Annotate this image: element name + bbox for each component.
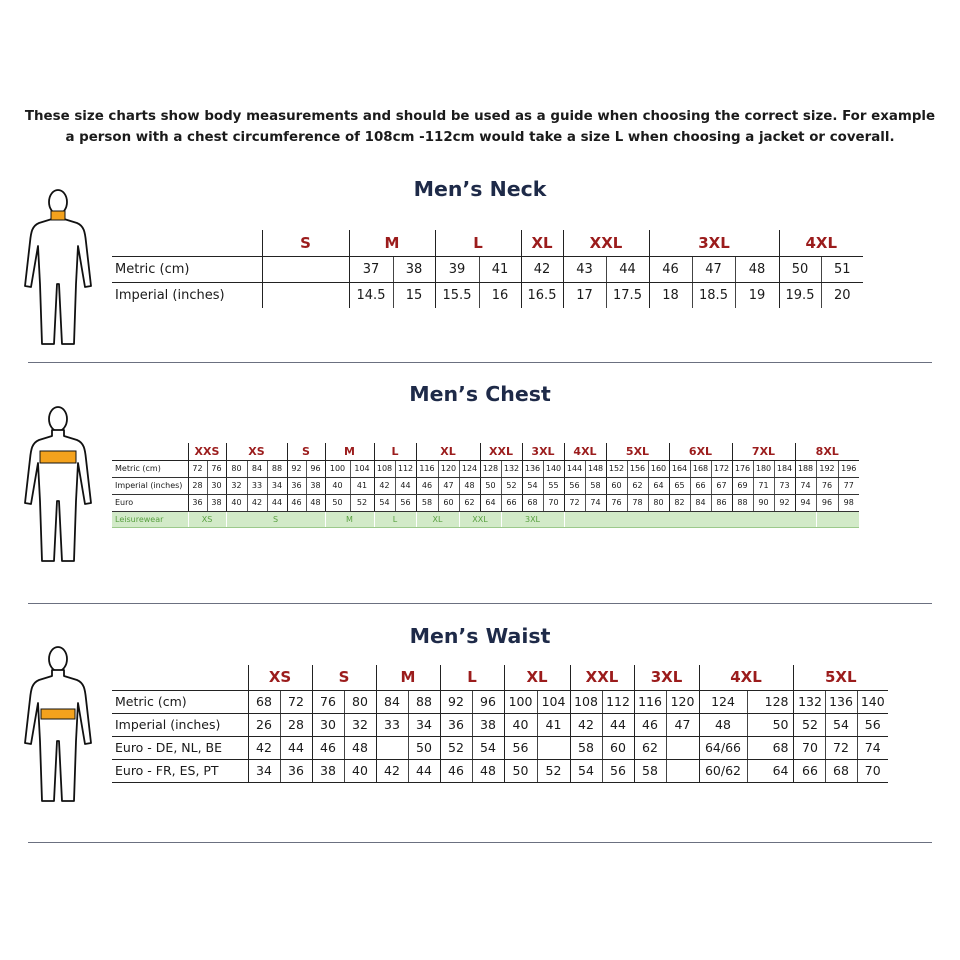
table-cell: 50 (480, 477, 501, 494)
table-cell: 74 (857, 736, 888, 759)
table-cell: 77 (838, 477, 859, 494)
row-label: Imperial (inches) (115, 287, 225, 303)
table-cell: 37 (349, 256, 393, 282)
table-cell: 92 (440, 690, 472, 713)
table-cell: 78 (627, 494, 648, 511)
table-cell: 80 (344, 690, 376, 713)
table-cell: 38 (207, 494, 226, 511)
waist-size-table (112, 665, 888, 783)
table-cell: 68 (825, 759, 857, 782)
neck-imperial-row (112, 282, 863, 308)
table-cell: 172 (711, 460, 732, 477)
table-cell: 128 (747, 690, 793, 713)
table-cell: 44 (280, 736, 312, 759)
table-cell: 72 (825, 736, 857, 759)
table-cell (262, 256, 349, 282)
table-cell (537, 736, 570, 759)
table-cell: 196 (838, 460, 859, 477)
table-cell: 68 (248, 690, 280, 713)
table-cell: 76 (606, 494, 627, 511)
table-cell: 19.5 (779, 282, 821, 308)
chest-size-label: L (374, 443, 416, 460)
table-cell: 48 (306, 494, 325, 511)
table-cell: 48 (459, 477, 480, 494)
table-cell: 44 (408, 759, 440, 782)
table-cell: 60/62 (699, 759, 747, 782)
table-cell: 20 (821, 282, 863, 308)
table-cell: 70 (857, 759, 888, 782)
table-cell: 36 (287, 477, 306, 494)
waist-size-label: L (440, 665, 504, 690)
table-cell: 64 (648, 477, 669, 494)
table-cell: 84 (247, 460, 267, 477)
waist-size-label: XL (504, 665, 570, 690)
chest-size-label: 5XL (606, 443, 669, 460)
neck-body-figure-icon (22, 186, 94, 346)
table-cell: 40 (344, 759, 376, 782)
table-cell: 38 (306, 477, 325, 494)
table-cell: 64 (747, 759, 793, 782)
table-cell: 54 (825, 713, 857, 736)
waist-metric-row (112, 690, 888, 713)
table-cell: 50 (747, 713, 793, 736)
table-cell: 42 (374, 477, 395, 494)
table-cell: 140 (543, 460, 564, 477)
table-cell: 188 (795, 460, 816, 477)
table-cell: 48 (344, 736, 376, 759)
intro-line-2: a person with a chest circumference of 108cm -112cm would take a size L when choosing a jacket or coverall. (65, 130, 895, 145)
neck-size-label: XXL (563, 230, 649, 256)
table-cell: 56 (602, 759, 634, 782)
table-cell: 71 (753, 477, 774, 494)
table-cell: 136 (522, 460, 543, 477)
chest-header-blank (112, 443, 188, 460)
table-cell: 33 (376, 713, 408, 736)
intro-line-1: These size charts show body measurements and should be used as a guide when choosing the correct size. For example (24, 109, 936, 124)
table-cell: 46 (312, 736, 344, 759)
table-cell: 36 (280, 759, 312, 782)
table-cell: 46 (440, 759, 472, 782)
leisurewear-size: M (325, 511, 374, 527)
table-cell: 124 (699, 690, 747, 713)
waist-highlight (41, 709, 75, 719)
table-cell: 192 (816, 460, 838, 477)
chest-size-label: 3XL (522, 443, 564, 460)
table-cell: 108 (374, 460, 395, 477)
table-cell: 40 (226, 494, 247, 511)
row-label: Imperial (inches) (112, 477, 188, 494)
table-cell: 124 (459, 460, 480, 477)
waist-euro-de-row (112, 736, 888, 759)
neck-highlight (51, 211, 65, 220)
table-cell: 50 (408, 736, 440, 759)
table-cell: 32 (226, 477, 247, 494)
section-divider (28, 362, 932, 363)
table-cell: 40 (504, 713, 537, 736)
table-cell: 50 (504, 759, 537, 782)
table-cell: 30 (312, 713, 344, 736)
waist-size-label: XS (248, 665, 312, 690)
neck-size-label: XL (521, 230, 563, 256)
table-cell: 108 (570, 690, 602, 713)
table-cell: 168 (690, 460, 711, 477)
table-cell: 112 (395, 460, 416, 477)
waist-euro-fr-row (112, 759, 888, 782)
table-cell: 46 (287, 494, 306, 511)
leisurewear-size: XL (416, 511, 459, 527)
table-cell: 88 (732, 494, 753, 511)
table-cell: 40 (325, 477, 350, 494)
table-cell: 54 (374, 494, 395, 511)
table-cell: 70 (793, 736, 825, 759)
table-cell: 136 (825, 690, 857, 713)
table-cell: 66 (690, 477, 711, 494)
table-cell: 43 (563, 256, 606, 282)
table-cell: 41 (479, 256, 521, 282)
table-cell: 66 (793, 759, 825, 782)
table-cell: 100 (504, 690, 537, 713)
table-cell: 56 (857, 713, 888, 736)
waist-imperial-row (112, 713, 888, 736)
neck-header-blank (112, 230, 262, 256)
table-cell: 50 (325, 494, 350, 511)
neck-size-label: L (435, 230, 521, 256)
table-cell: 74 (585, 494, 606, 511)
intro-text (0, 106, 960, 148)
table-cell: 14.5 (349, 282, 393, 308)
table-cell: 34 (248, 759, 280, 782)
table-cell: 104 (537, 690, 570, 713)
table-cell: 48 (472, 759, 504, 782)
neck-section-title: Men’s Neck (413, 177, 547, 201)
table-cell: 47 (438, 477, 459, 494)
waist-size-label: 3XL (634, 665, 699, 690)
table-cell: 104 (350, 460, 374, 477)
chest-size-label: XL (416, 443, 480, 460)
table-cell: 28 (188, 477, 207, 494)
table-cell: 48 (699, 713, 747, 736)
table-cell: 54 (472, 736, 504, 759)
table-cell: 44 (602, 713, 634, 736)
table-cell: 18 (649, 282, 692, 308)
table-cell: 92 (287, 460, 306, 477)
table-cell: 62 (459, 494, 480, 511)
table-cell: 116 (634, 690, 666, 713)
table-cell: 98 (838, 494, 859, 511)
table-cell: 68 (522, 494, 543, 511)
neck-size-label: 4XL (779, 230, 863, 256)
table-cell: 86 (711, 494, 732, 511)
table-cell: 54 (522, 477, 543, 494)
table-cell: 16.5 (521, 282, 563, 308)
table-cell: 116 (416, 460, 438, 477)
table-cell: 88 (408, 690, 440, 713)
table-cell: 72 (188, 460, 207, 477)
table-cell (666, 736, 699, 759)
neck-size-table (112, 230, 863, 308)
table-cell: 36 (188, 494, 207, 511)
table-cell: 100 (325, 460, 350, 477)
table-cell: 58 (416, 494, 438, 511)
table-cell: 39 (435, 256, 479, 282)
table-cell: 132 (501, 460, 522, 477)
table-cell: 64 (480, 494, 501, 511)
table-cell: 184 (774, 460, 795, 477)
table-cell: 44 (267, 494, 287, 511)
leisurewear-empty (564, 511, 816, 527)
leisurewear-size: L (374, 511, 416, 527)
table-cell: 55 (543, 477, 564, 494)
table-cell: 84 (690, 494, 711, 511)
table-cell: 52 (440, 736, 472, 759)
table-cell: 48 (735, 256, 779, 282)
table-cell: 80 (226, 460, 247, 477)
table-cell: 60 (438, 494, 459, 511)
table-cell: 42 (247, 494, 267, 511)
table-cell (376, 736, 408, 759)
table-cell: 88 (267, 460, 287, 477)
row-label: Euro - DE, NL, BE (112, 736, 248, 759)
chest-metric-row (112, 460, 859, 477)
waist-body-figure-icon (22, 643, 94, 803)
table-cell: 72 (280, 690, 312, 713)
table-cell: 58 (585, 477, 606, 494)
leisurewear-size: S (226, 511, 325, 527)
table-cell: 152 (606, 460, 627, 477)
chest-size-label: M (325, 443, 374, 460)
table-cell: 47 (692, 256, 735, 282)
waist-size-label: XXL (570, 665, 634, 690)
table-cell: 180 (753, 460, 774, 477)
table-cell: 60 (602, 736, 634, 759)
leisurewear-size: 3XL (501, 511, 564, 527)
table-cell: 41 (350, 477, 374, 494)
chest-size-label: 4XL (564, 443, 606, 460)
table-cell: 52 (501, 477, 522, 494)
table-cell: 17 (563, 282, 606, 308)
table-cell: 15.5 (435, 282, 479, 308)
table-cell: 51 (821, 256, 863, 282)
chest-size-label: 8XL (795, 443, 859, 460)
table-cell: 76 (312, 690, 344, 713)
table-cell: 34 (408, 713, 440, 736)
table-cell: 18.5 (692, 282, 735, 308)
table-cell (262, 282, 349, 308)
table-cell (666, 759, 699, 782)
chest-size-label: 6XL (669, 443, 732, 460)
table-cell: 36 (440, 713, 472, 736)
table-cell: 41 (537, 713, 570, 736)
row-label: Metric (cm) (112, 256, 262, 282)
section-divider (28, 842, 932, 843)
table-cell: 69 (732, 477, 753, 494)
chest-size-label: XS (226, 443, 287, 460)
table-cell: 132 (793, 690, 825, 713)
table-cell: 96 (472, 690, 504, 713)
table-cell: 44 (395, 477, 416, 494)
table-cell: 46 (634, 713, 666, 736)
leisurewear-size: XS (188, 511, 226, 527)
table-cell: 50 (779, 256, 821, 282)
table-cell: 60 (606, 477, 627, 494)
section-divider (28, 603, 932, 604)
table-cell: 33 (247, 477, 267, 494)
chest-size-label: 7XL (732, 443, 795, 460)
table-cell: 65 (669, 477, 690, 494)
table-cell: 34 (267, 477, 287, 494)
table-cell: 62 (627, 477, 648, 494)
table-cell: 52 (350, 494, 374, 511)
table-cell: 68 (747, 736, 793, 759)
table-cell: 80 (648, 494, 669, 511)
table-cell: 38 (393, 256, 435, 282)
table-cell: 52 (793, 713, 825, 736)
chest-size-label: S (287, 443, 325, 460)
table-cell: 92 (774, 494, 795, 511)
table-cell: 176 (732, 460, 753, 477)
table-cell: 44 (606, 256, 649, 282)
table-cell: 62 (634, 736, 666, 759)
table-cell: 56 (395, 494, 416, 511)
leisurewear-empty (816, 511, 859, 527)
table-cell: 156 (627, 460, 648, 477)
neck-size-label: M (349, 230, 435, 256)
table-cell: 120 (438, 460, 459, 477)
table-cell: 112 (602, 690, 634, 713)
row-label: Metric (cm) (112, 460, 188, 477)
chest-body-figure-icon (22, 403, 94, 563)
table-cell: 70 (543, 494, 564, 511)
table-cell: 76 (207, 460, 226, 477)
chest-size-table (112, 443, 859, 528)
chest-imperial-row (112, 477, 859, 494)
chest-size-label: XXS (188, 443, 226, 460)
chest-size-header-row (112, 443, 859, 460)
chest-euro-row (112, 494, 859, 511)
table-cell: 47 (666, 713, 699, 736)
leisurewear-label: Leisurewear (112, 511, 188, 527)
table-cell: 73 (774, 477, 795, 494)
neck-size-header-row (112, 230, 863, 256)
waist-size-label: M (376, 665, 440, 690)
table-cell: 140 (857, 690, 888, 713)
row-label: Imperial (inches) (112, 713, 248, 736)
table-cell: 66 (501, 494, 522, 511)
table-cell: 148 (585, 460, 606, 477)
table-cell: 82 (669, 494, 690, 511)
table-cell: 26 (248, 713, 280, 736)
chest-leisurewear-row (112, 511, 859, 527)
table-cell: 54 (570, 759, 602, 782)
table-cell: 160 (648, 460, 669, 477)
table-cell: 67 (711, 477, 732, 494)
table-cell: 42 (570, 713, 602, 736)
table-cell: 38 (472, 713, 504, 736)
waist-size-label: 4XL (699, 665, 793, 690)
table-cell: 17.5 (606, 282, 649, 308)
chest-size-label: XXL (480, 443, 522, 460)
row-label: Euro (112, 494, 188, 511)
waist-size-header-row (112, 665, 888, 690)
chest-highlight (40, 451, 76, 463)
table-cell: 96 (306, 460, 325, 477)
table-cell: 74 (795, 477, 816, 494)
table-cell: 164 (669, 460, 690, 477)
table-cell: 72 (564, 494, 585, 511)
table-cell: 58 (570, 736, 602, 759)
table-cell: 96 (816, 494, 838, 511)
table-cell: 128 (480, 460, 501, 477)
table-cell: 42 (248, 736, 280, 759)
leisurewear-size: XXL (459, 511, 501, 527)
table-cell: 94 (795, 494, 816, 511)
chest-section-title: Men’s Chest (409, 382, 551, 406)
table-cell: 38 (312, 759, 344, 782)
table-cell: 144 (564, 460, 585, 477)
table-cell: 76 (816, 477, 838, 494)
waist-size-label: S (312, 665, 376, 690)
neck-metric-row (112, 256, 863, 282)
neck-size-label: S (262, 230, 349, 256)
table-cell: 58 (634, 759, 666, 782)
row-label: Euro - FR, ES, PT (112, 759, 248, 782)
table-cell: 30 (207, 477, 226, 494)
table-cell: 42 (376, 759, 408, 782)
table-cell: 90 (753, 494, 774, 511)
table-cell: 32 (344, 713, 376, 736)
table-cell: 28 (280, 713, 312, 736)
table-cell: 56 (564, 477, 585, 494)
waist-section-title: Men’s Waist (409, 624, 551, 648)
table-cell: 19 (735, 282, 779, 308)
table-cell: 52 (537, 759, 570, 782)
table-cell: 46 (416, 477, 438, 494)
table-cell: 64/66 (699, 736, 747, 759)
neck-size-label: 3XL (649, 230, 779, 256)
table-cell: 15 (393, 282, 435, 308)
waist-size-label: 5XL (793, 665, 888, 690)
table-cell: 46 (649, 256, 692, 282)
table-cell: 42 (521, 256, 563, 282)
row-label: Metric (cm) (112, 690, 248, 713)
table-cell: 84 (376, 690, 408, 713)
waist-header-blank (112, 665, 248, 690)
table-cell: 120 (666, 690, 699, 713)
table-cell: 56 (504, 736, 537, 759)
table-cell: 16 (479, 282, 521, 308)
